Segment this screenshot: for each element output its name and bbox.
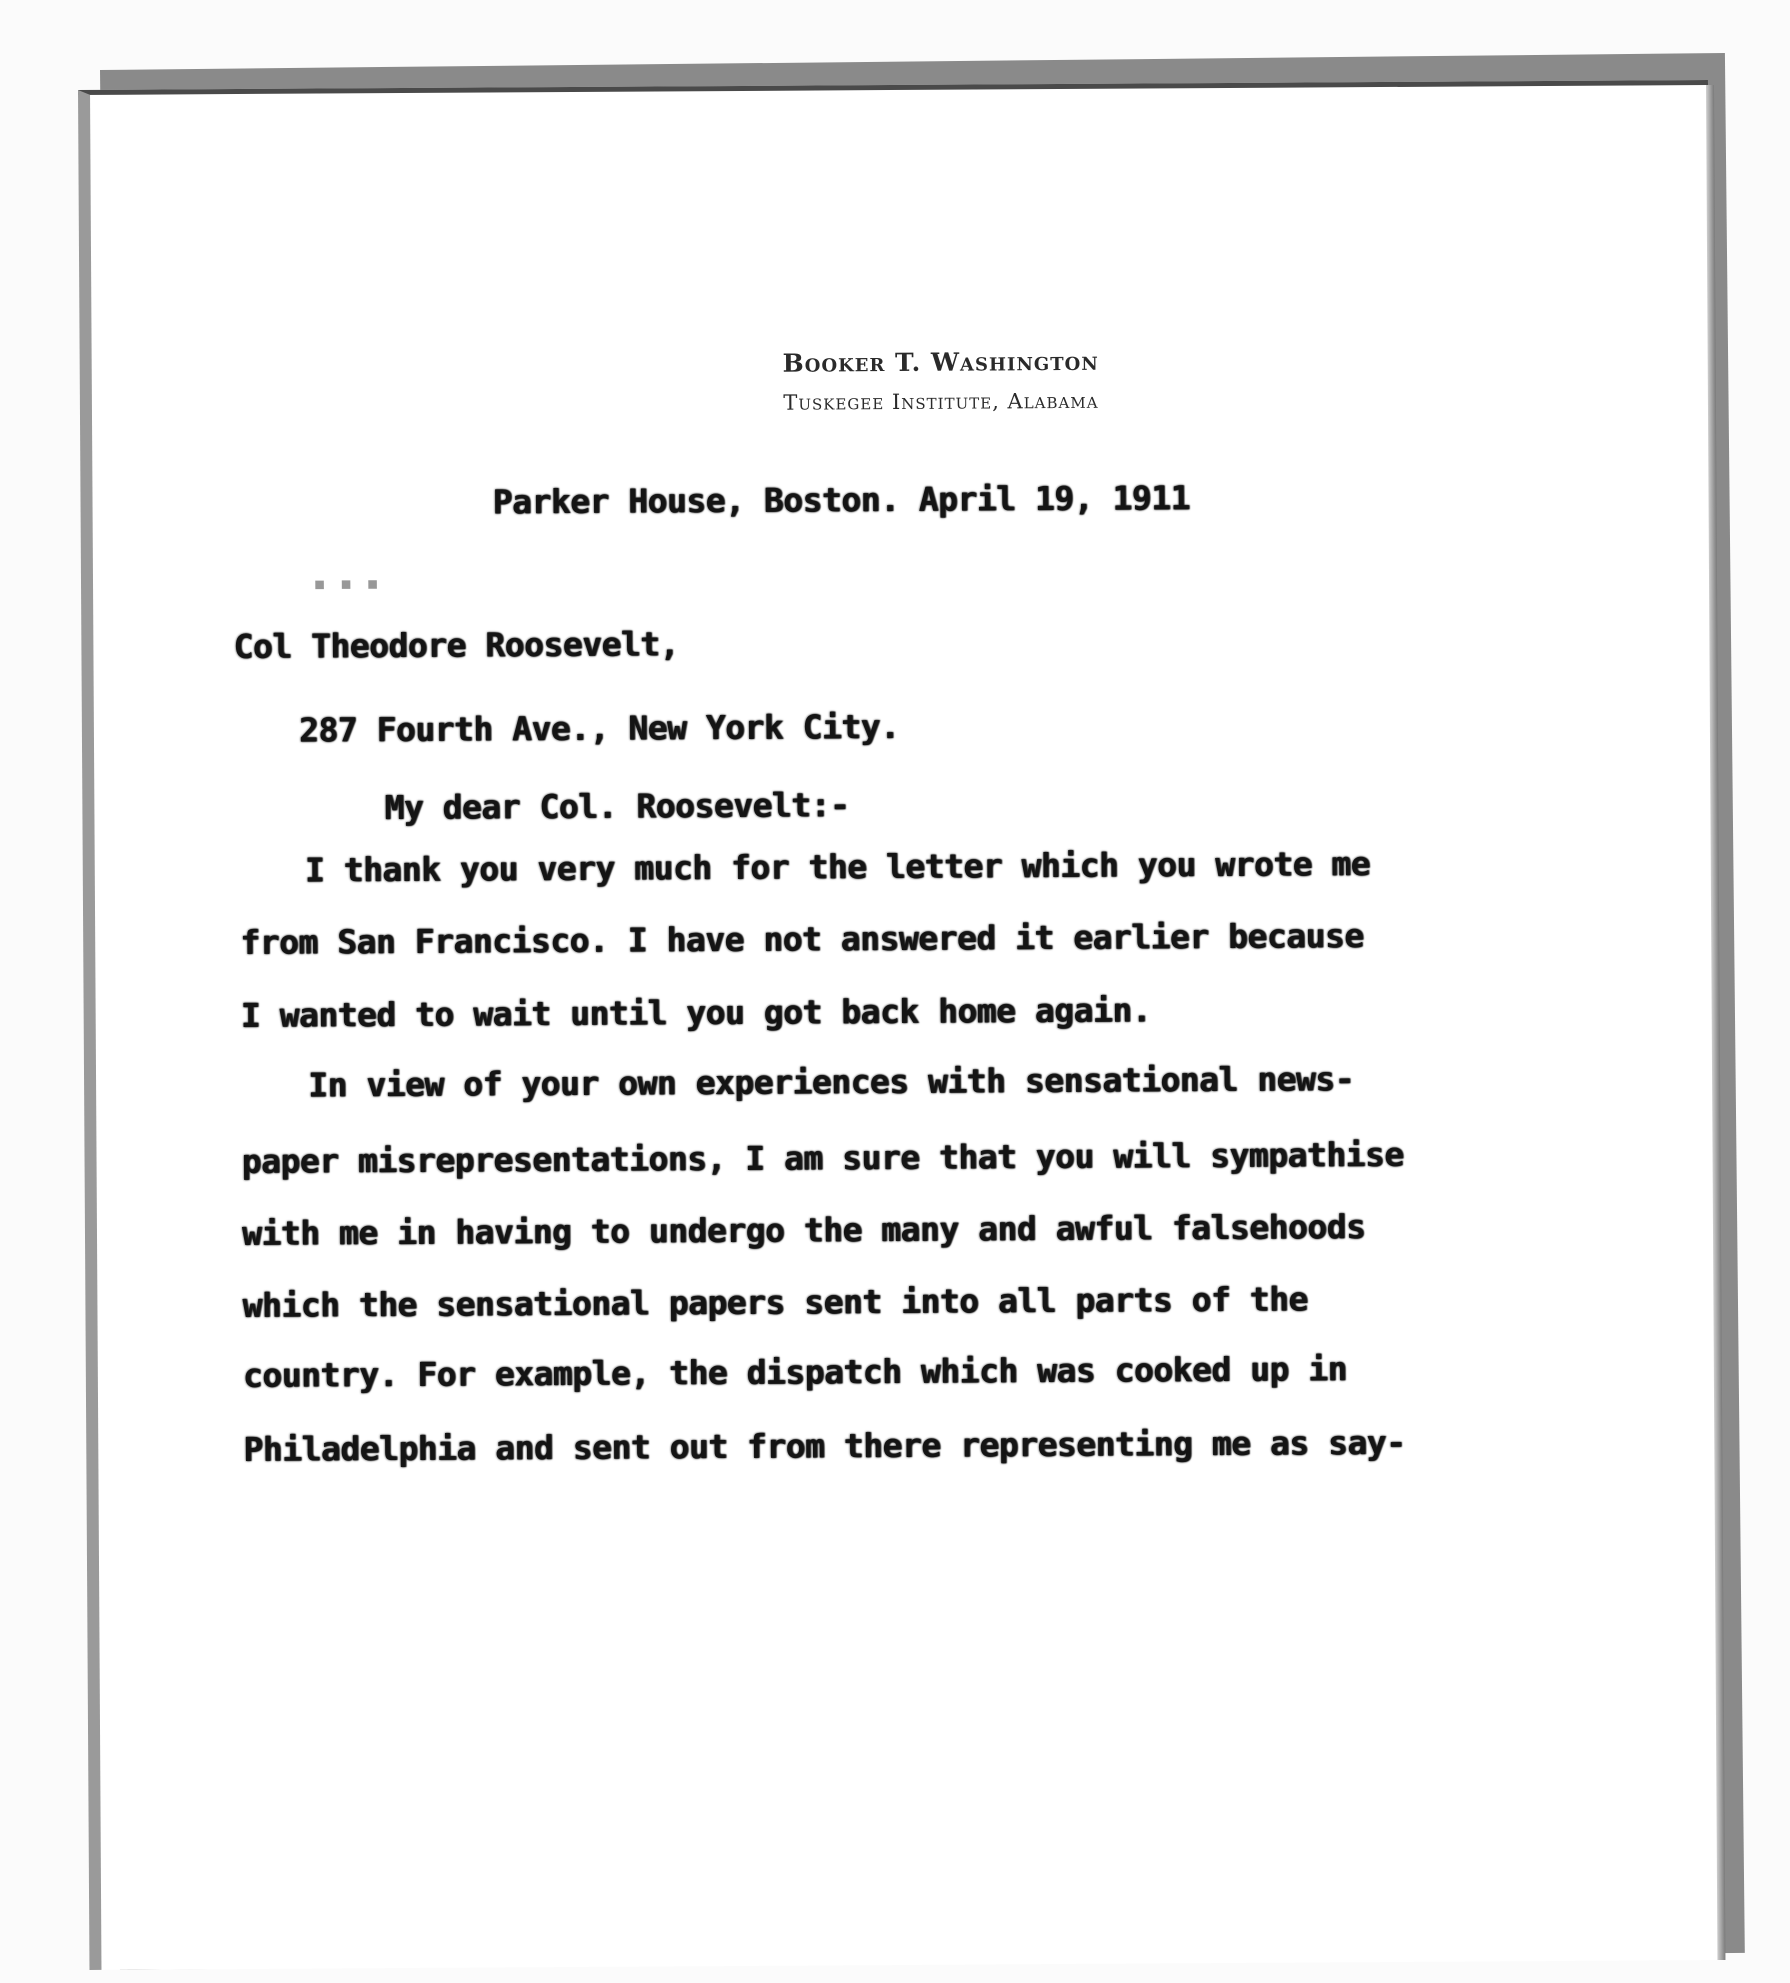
- letterhead-place: Tuskegee Institute, Alabama: [783, 388, 1099, 415]
- body-line: I thank you very much for the letter which you wrote me: [304, 844, 1371, 890]
- body-line: which the sensational papers sent into all parts of the: [242, 1279, 1308, 1326]
- salutation: My dear Col. Roosevelt:-: [384, 785, 850, 828]
- body-line: from San Francisco. I have not answered it earlier because: [240, 916, 1364, 963]
- dateline: Parker House, Boston. April 19, 1911: [492, 478, 1190, 522]
- body-line: I wanted to wait until you got back home again.: [240, 990, 1152, 1036]
- faint-mark: ▪ ▪ ▪: [312, 571, 380, 597]
- letterhead-name: Booker T. Washington: [782, 346, 1099, 378]
- body-line: paper misrepresentations, I am sure that you will sympathise: [241, 1134, 1404, 1182]
- body-line: Philadelphia and sent out from there representing me as say-: [243, 1422, 1406, 1470]
- body-line: with me in having to undergo the many and awful falsehoods: [241, 1207, 1366, 1254]
- body-line: country. For example, the dispatch which was cooked up in: [242, 1349, 1347, 1396]
- body-line: In view of your own experiences with sensational news-: [307, 1059, 1355, 1105]
- recipient-name: Col Theodore Roosevelt,: [233, 624, 679, 667]
- recipient-address: 287 Fourth Ave., New York City.: [298, 706, 900, 750]
- letter-page: [78, 80, 1719, 1970]
